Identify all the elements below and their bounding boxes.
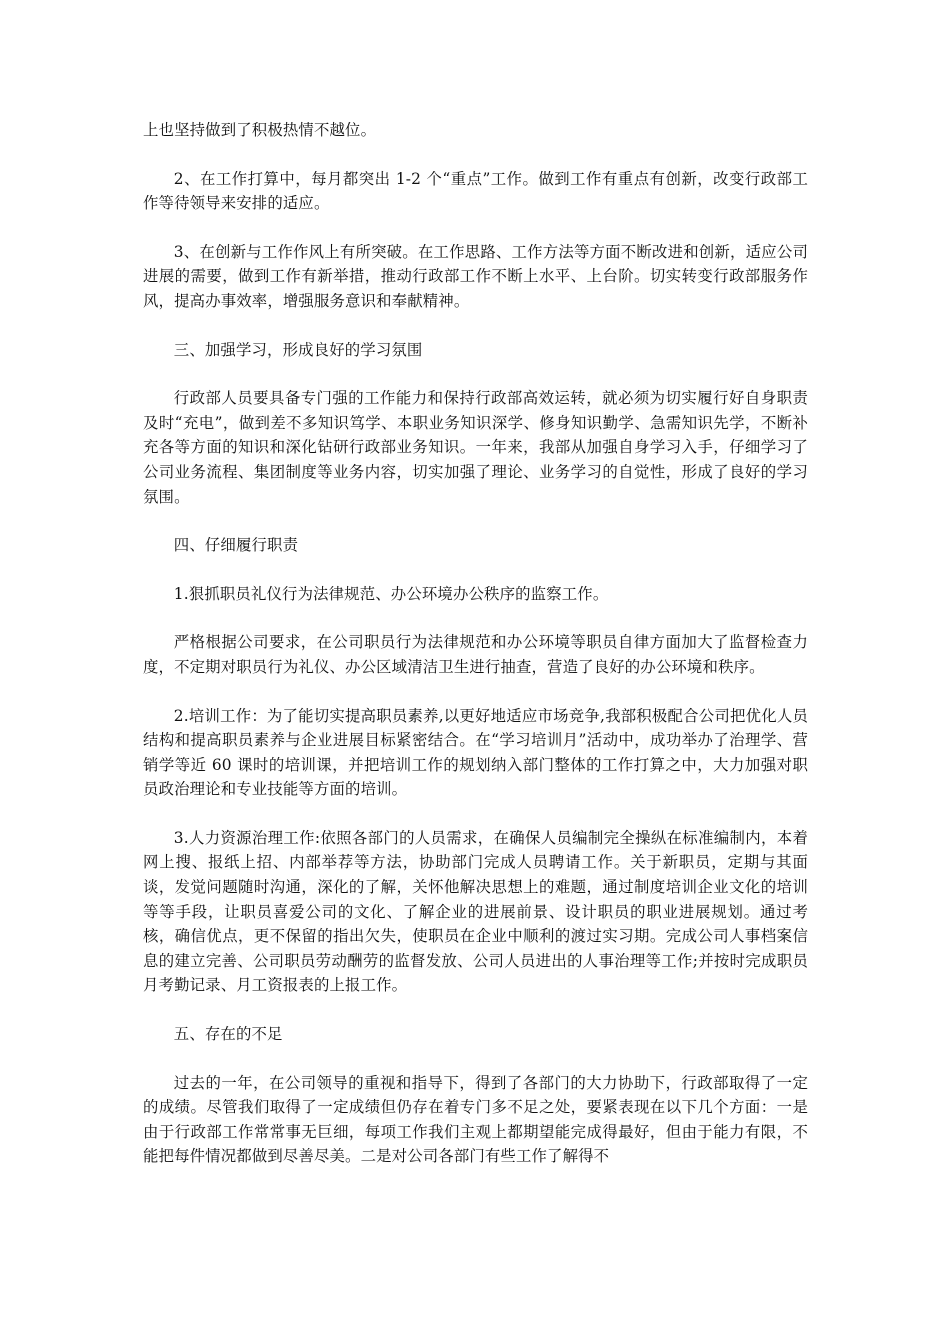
paragraph-hr: 3.人力资源治理工作:依照各部门的人员需求，在确保人员编制完全操纵在标准编制内，本着网上搜、报纸上招、内部举荐等方法，协助部门完成人员聘请工作。关于新职员，定期与其面谈，发觉问题随时沟通，深化的了解，关怀他解决思想上的难题，通过制度培训企业文化的培训等等手段，让职员喜爱公司的文化、了解企业的进展前景、设计职员的职业进展规划。通过考核，确信优点，更不保留的指出欠失，使职员在企业中顺利的渡过实习期。完成公司人事档案信息的建立完善、公司职员劳动酬劳的监督发放、公司人员进出的人事治理等工作;并按时完成职员月考勤记录、月工资报表的上报工作。 [143,828,808,995]
section-heading-4: 四、仔细履行职责 [173,536,299,555]
paragraph-item-3: 3、在创新与工作作风上有所突破。在工作思路、工作方法等方面不断改进和创新，适应公司进展的需要，做到工作有新举措，推动行政部工作不断上水平、上台阶。切实转变行政部服务作风，提高办事效率，增强服务意识和奉献精神。 [143,242,808,310]
paragraph-training: 2.培训工作：为了能切实提高职员素养,以更好地适应市场竞争,我部积极配合公司把优化人员结构和提高职员素养与企业进展目标紧密结合。在“学习培训月”活动中，成功举办了治理学、营销学等近 60 课时的培训课，并把培训工作的规划纳入部门整体的工作打算之中，大力加强对职员政治理论和专业技能等方面的培训。 [143,706,808,799]
subheading-etiquette: 1.狠抓职员礼仪行为法律规范、办公环境办公秩序的监察工作。 [173,584,609,603]
section-heading-5: 五、存在的不足 [173,1025,283,1044]
paragraph-learning: 行政部人员要具备专门强的工作能力和保持行政部高效运转，就必须为切实履行好自身职责及时“充电”，做到差不多知识笃学、本职业务知识深学、修身知识勤学、急需知识先学，不断补充各等方面的知识和深化钻研行政部业务知识。一年来，我部从加强自身学习入手，仔细学习了公司业务流程、集团制度等业务内容，切实加强了理论、业务学习的自觉性，形成了良好的学习氛围。 [143,389,808,506]
section-heading-3: 三、加强学习，形成良好的学习氛围 [173,340,423,359]
paragraph-item-2: 2、在工作打算中，每月都突出 1-2 个“重点”工作。做到工作有重点有创新，改变行政部工作等待领导来安排的适应。 [143,169,808,213]
paragraph-shortcomings: 过去的一年，在公司领导的重视和指导下，得到了各部门的大力协助下，行政部取得了一定的成绩。尽管我们取得了一定成绩但仍存在着专门多不足之处，要紧表现在以下几个方面：一是由于行政部工作常常事无巨细，每项工作我们主观上都期望能完成得最好，但由于能力有限，不能把每件情况都做到尽善尽美。二是对公司各部门有些工作了解得不 [143,1073,808,1166]
paragraph-continuation: 上也坚持做到了积极热情不越位。 [143,121,377,139]
document-page [143,118,808,1193]
paragraph-etiquette: 严格根据公司要求，在公司职员行为法律规范和办公环境等职员自律方面加大了监督检查力度，不定期对职员行为礼仪、办公区域清洁卫生进行抽查，营造了良好的办公环境和秩序。 [143,633,808,676]
